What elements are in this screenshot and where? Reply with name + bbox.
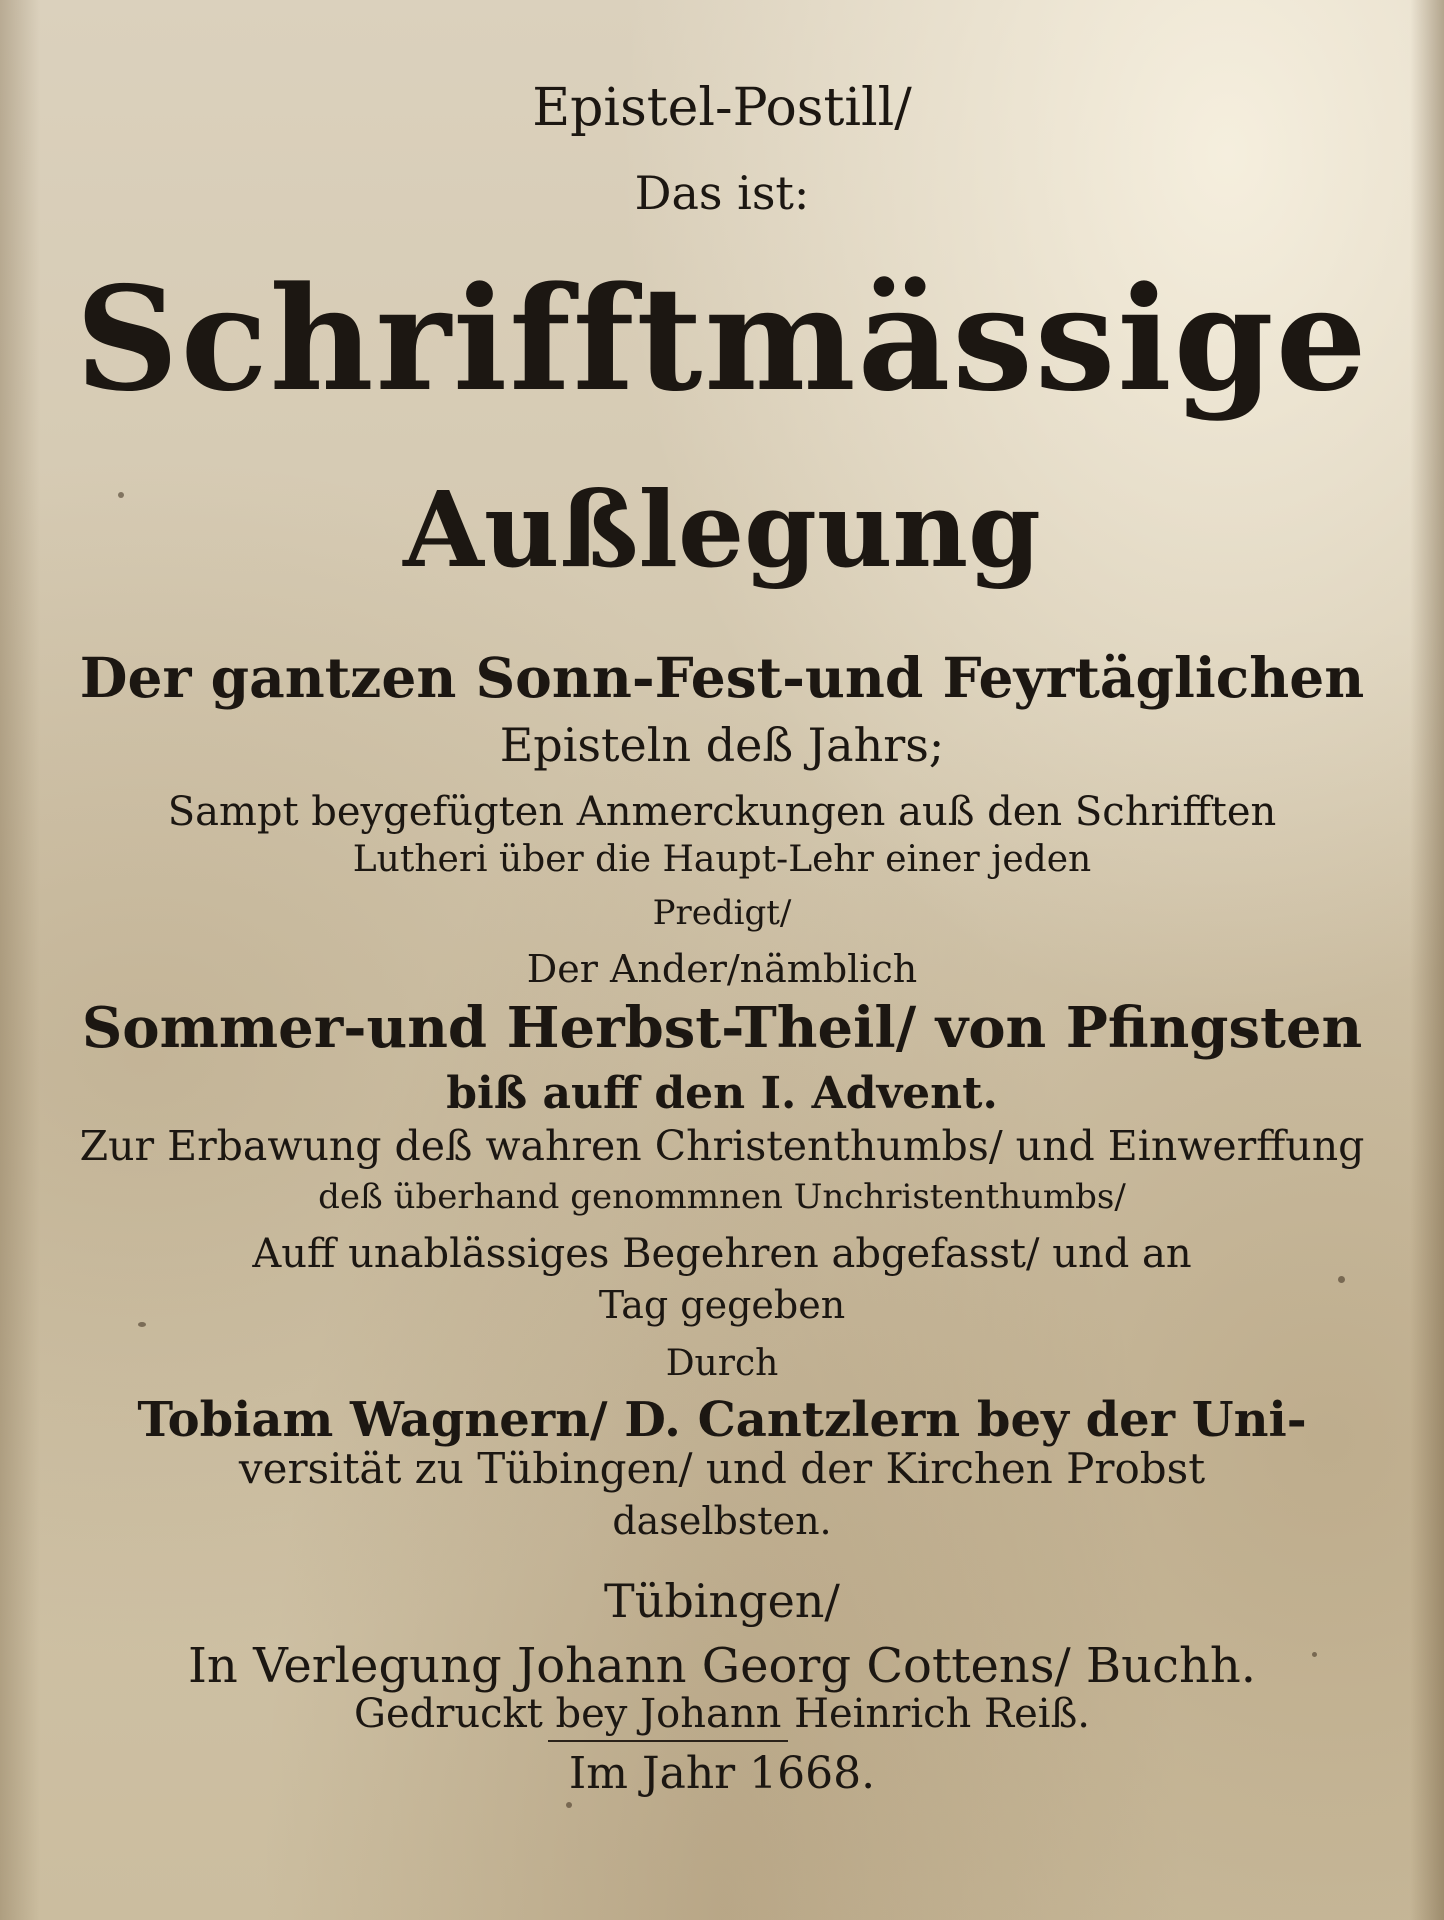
printer-line: Gedruckt bey Johann Heinrich Reiß.: [353, 1691, 1090, 1737]
title-line-unchristenthumbs: deß überhand genommnen Unchristenthumbs/: [318, 1177, 1126, 1217]
title-line-epistel-postill: Epistel-Postill/: [532, 78, 912, 138]
title-line-advent: biß auff den I. Advent.: [446, 1068, 998, 1119]
title-line-durch: Durch: [665, 1343, 779, 1384]
title-line-der-ander: Der Ander/nämblich: [526, 947, 918, 991]
title-line-tag-gegeben: Tag gegeben: [598, 1283, 846, 1327]
title-line-sonn-fest: Der gantzen Sonn-Fest-und Feyrtäglichen: [79, 645, 1365, 710]
main-subtitle: Außlegung: [403, 468, 1041, 591]
author-line: Tobiam Wagnern/ D. Cantzlern bey der Uni-: [137, 1392, 1307, 1448]
title-line-anmerckungen: Sampt beygefügten Anmerckungen auß den Schrifften: [167, 789, 1277, 835]
title-line-das-ist: Das ist:: [634, 166, 810, 220]
author-affiliation-line: versität zu Tübingen/ und der Kirchen Probst: [238, 1444, 1206, 1493]
publication-year: Im Jahr 1668.: [568, 1748, 876, 1799]
publisher-line: In Verlegung Johann Georg Cottens/ Buchh.: [187, 1638, 1257, 1694]
title-line-sommer-herbst: Sommer-und Herbst-Theil/ von Pfingsten: [81, 995, 1363, 1061]
title-line-erbawung: Zur Erbawung deß wahren Christenthumbs/ und Einwerffung: [79, 1122, 1365, 1170]
title-line-lutheri: Lutheri über die Haupt-Lehr einer jeden: [352, 839, 1092, 880]
author-affiliation-end: daselbsten.: [612, 1499, 832, 1543]
place-of-publication: Tübingen/: [604, 1574, 840, 1628]
title-line-begehren: Auff unablässiges Begehren abgefasst/ und an: [252, 1231, 1192, 1277]
printer-divider-rule: [548, 1740, 788, 1742]
title-line-predigt: Predigt/: [652, 893, 792, 933]
title-line-episteln: Episteln deß Jahrs;: [499, 718, 945, 772]
main-title: Schrifftmässige: [75, 255, 1369, 423]
